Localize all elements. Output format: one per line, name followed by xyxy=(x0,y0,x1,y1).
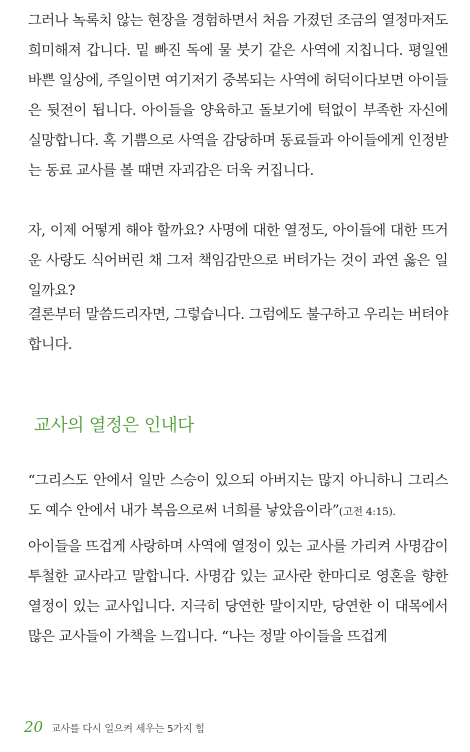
body-paragraph-1: 그러나 녹록치 않는 현장을 경험하면서 처음 가졌던 조금의 열정마저도 희미해져 갑니다. 밑 빠진 독에 물 붓기 같은 사역에 지칩니다. 평일엔 바쁜 일상에, 주일이면 여기저기 중복되는 사역에 허덕이다보면 아이들은 뒷전이 됩니다. 아이들을 양육하고 돌보기에 턱없이 부족한 자신에 실망합니다. 혹 기쁨으로 사역을 감당하며 동료들과 아이들에게 인정받는 동료 교사를 볼 때면 자괴감은 더욱 커집니다. xyxy=(28,13,448,179)
page-number: 20 xyxy=(24,718,44,736)
quote-citation: (고전 4:15). xyxy=(338,506,396,518)
section-heading: 교사의 열정은 인내다 xyxy=(34,416,194,436)
bible-quote-paragraph xyxy=(28,466,448,527)
body-paragraph-2: 자, 이제 어떻게 해야 할까요? 사명에 대한 열정도, 아이들에 대한 뜨거운 사랑도 식어버린 채 그저 책임감만으로 버텨가는 것이 과연 옳은 일일까요? xyxy=(28,223,448,299)
bible-quote: “그리스도 안에서 일만 스승이 있으되 아버지는 많지 아니하니 그리스도 예수 안에서 내가 복음으로써 너희를 낳았음이라” xyxy=(28,473,448,519)
page-footer xyxy=(24,718,205,738)
body-paragraph-3: 결론부터 말씀드리자면, 그렇습니다. 그럼에도 불구하고 우리는 버텨야 합니다. xyxy=(28,307,448,353)
body-paragraph-5: 아이들을 뜨겁게 사랑하며 사역에 열정이 있는 교사를 가리켜 사명감이 투철한 교사라고 말합니다. 사명감 있는 교사란 한마디로 영혼을 향한 열정이 있는 교사입니다. 지극히 당연한 말이지만, 당연한 이 대목에서 많은 교사들이 가책을 느낍니다. “나는 정말 아이들을 뜨겁게 xyxy=(28,539,448,645)
running-book-title: 교사를 다시 일으켜 세우는 5가지 힘 xyxy=(51,724,205,735)
